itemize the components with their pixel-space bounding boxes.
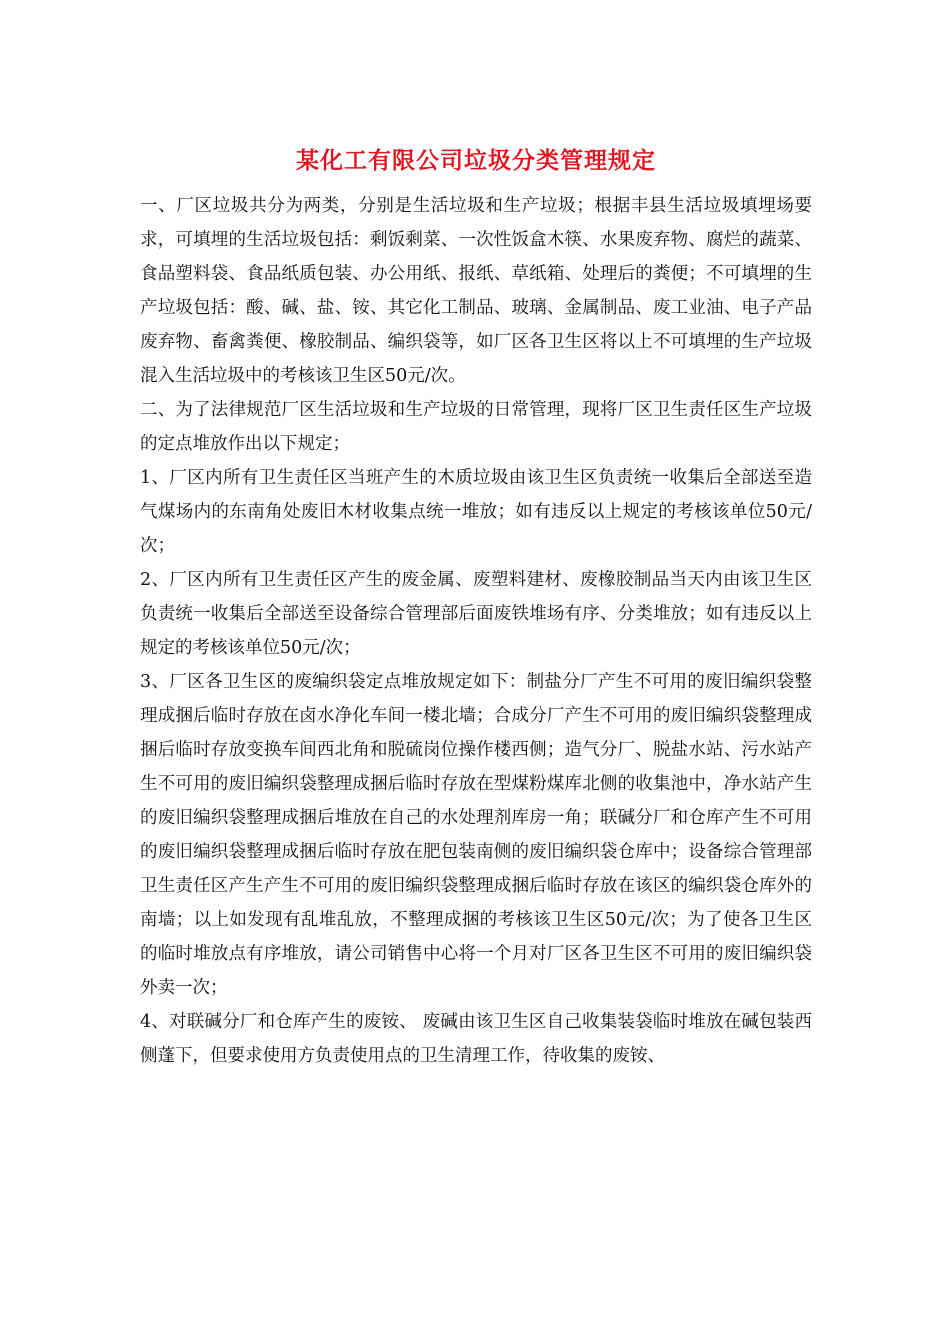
document-page xyxy=(140,145,812,1073)
paragraph-item-2: 2、厂区内所有卫生责任区产生的废金属、废塑料建材、废橡胶制品当天内由该卫生区负责统一收集后全部送至设备综合管理部后面废铁堆场有序、分类堆放；如有违反以上规定的考核该单位50元/次； xyxy=(140,570,812,658)
paragraph-item-4: 4、对联碱分厂和仓库产生的废铵、 废碱由该卫生区自己收集装袋临时堆放在碱包装西侧蓬下，但要求使用方负责使用点的卫生清理工作，待收集的废铵、 xyxy=(140,1012,812,1066)
paragraph-item-1: 1、厂区内所有卫生责任区当班产生的木质垃圾由该卫生区负责统一收集后全部送至造气煤场内的东南角处废旧木材收集点统一堆放；如有违反以上规定的考核该单位50元/次； xyxy=(140,468,812,556)
document-title: 某化工有限公司垃圾分类管理规定 xyxy=(296,148,656,174)
paragraph-item-3: 3、厂区各卫生区的废编织袋定点堆放规定如下：制盐分厂产生不可用的废旧编织袋整理成捆后临时存放在卤水净化车间一楼北墙；合成分厂产生不可用的废旧编织袋整理成捆后临时存放变换车间西北角和脱硫岗位操作楼西侧；造气分厂、脱盐水站、污水站产生不可用的废旧编织袋整理成捆后临时存放在型煤粉煤库北侧的收集池中，净水站产生的废旧编织袋整理成捆后堆放在自己的水处理剂库房一角；联碱分厂和仓库产生不可用的废旧编织袋整理成捆后临时存放在肥包装南侧的废旧编织袋仓库中；设备综合管理部卫生责任区产生产生不可用的废旧编织袋整理成捆后临时存放在该区的编织袋仓库外的南墙；以上如发现有乱堆乱放，不整理成捆的考核该卫生区50元/次；为了使各卫生区的临时堆放点有序堆放，请公司销售中心将一个月对厂区各卫生区不可用的废旧编织袋外卖一次； xyxy=(140,672,812,998)
paragraph-section-2: 二、为了法律规范厂区生活垃圾和生产垃圾的日常管理，现将厂区卫生责任区生产垃圾的定点堆放作出以下规定； xyxy=(140,400,812,454)
paragraph-section-1: 一、厂区垃圾共分为两类，分别是生活垃圾和生产垃圾；根据丰县生活垃圾填埋场要求，可填埋的生活垃圾包括：剩饭剩菜、一次性饭盒木筷、水果废弃物、腐烂的蔬菜、食品塑料袋、食品纸质包装、办公用纸、报纸、草纸箱、处理后的粪便；不可填埋的生产垃圾包括：酸、碱、盐、铵、其它化工制品、玻璃、金属制品、废工业油、电子产品废弃物、畜禽粪便、橡胶制品、编织袋等，如厂区各卫生区将以上不可填埋的生产垃圾混入生活垃圾中的考核该卫生区50元/次。 xyxy=(140,196,812,386)
